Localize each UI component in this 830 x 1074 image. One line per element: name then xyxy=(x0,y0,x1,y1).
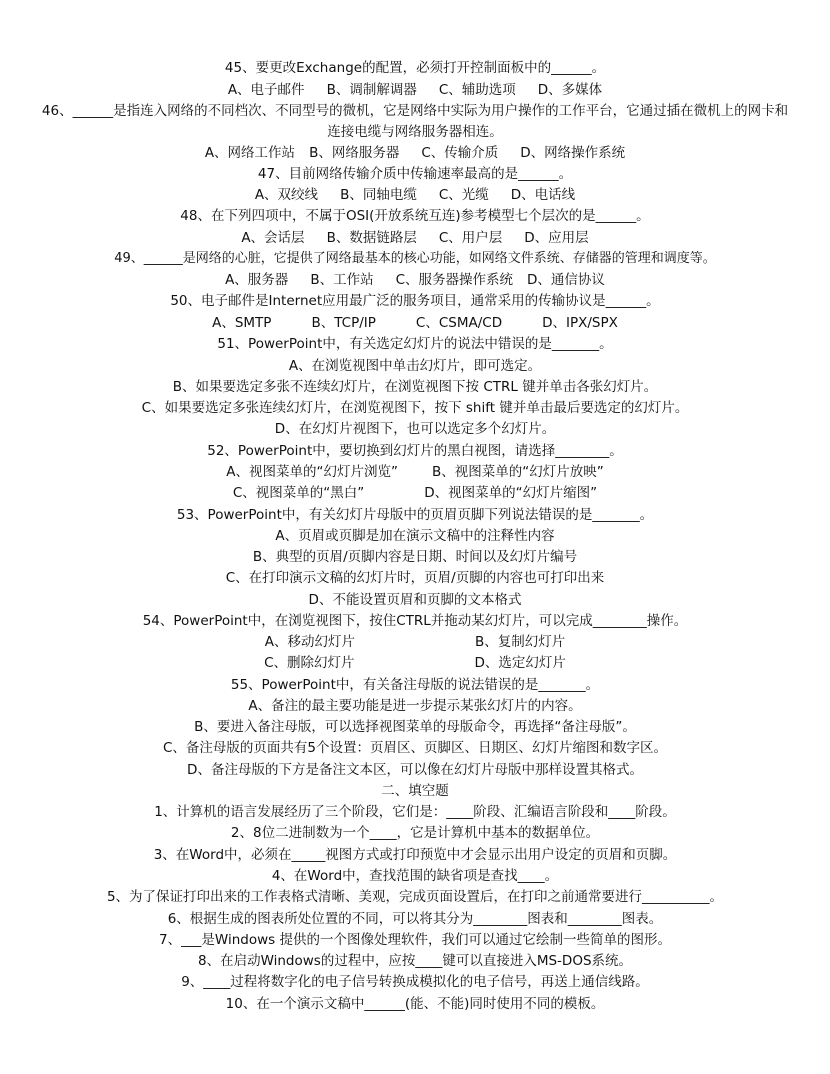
q47-option-c: C、光缆 xyxy=(438,187,489,203)
section-title: 二、填空题 xyxy=(381,783,449,799)
q51-option-b: B、如果要选定多张不连续幻灯片，在浏览视图下按 CTRL 键并单击各张幻灯片。 xyxy=(172,379,658,395)
q46-option-c: C、传输介质 xyxy=(421,145,499,161)
q49-option-b: B、工作站 xyxy=(310,272,374,288)
fill-item: 7、___是Windows 提供的一个图像处理软件，我们可以通过它绘制一些简单的图形。 xyxy=(159,932,671,948)
q55-option-b: B、要进入备注母版，可以选择视图菜单的母版命令，再选择“备注母版”。 xyxy=(194,719,636,735)
q50-option-b: B、TCP/IP xyxy=(311,315,376,331)
q46-options xyxy=(40,143,790,163)
q47-stem: 47、目前网络传输介质中传输速率最高的是______。 xyxy=(257,166,573,182)
fill-item: 10、在一个演示文稿中______(能、不能)同时使用不同的模板。 xyxy=(225,996,605,1012)
q54-option-d: D、选定幻灯片 xyxy=(474,655,566,671)
q50-option-d: D、IPX/SPX xyxy=(542,315,618,331)
q53-option-b: B、典型的页眉/页脚内容是日期、时间以及幻灯片编号 xyxy=(252,549,578,565)
q49-stem: 49、______是网络的心脏，它提供了网络最基本的核心功能，如网络文件系统、存储器的管理和调度等。 xyxy=(114,251,716,266)
q46-option-d: D、网络操作系统 xyxy=(520,145,626,161)
q52-option-d: D、视图菜单的“幻灯片缩图” xyxy=(424,485,598,501)
q55-option-d: D、备注母版的下方是备注文本区，可以像在幻灯片母版中那样设置其格式。 xyxy=(187,762,643,778)
q47-options xyxy=(40,185,790,205)
q46-option-a: A、网络工作站 xyxy=(204,145,296,161)
q51-option-d: D、在幻灯片视图下，也可以选定多个幻灯片。 xyxy=(274,421,556,437)
fill-item: 2、8位二进制数为一个____，它是计算机中基本的数据单位。 xyxy=(230,825,600,841)
fill-item: 5、为了保证打印出来的工作表格式清晰、美观，完成页面设置后，在打印之前通常要进行__________。 xyxy=(106,889,724,905)
q52-option-c: C、视图菜单的“黑白” xyxy=(232,485,365,501)
q45-option-a: A、电子邮件 xyxy=(227,82,305,98)
q48-option-c: C、用户层 xyxy=(438,230,503,246)
q46-stem: 46、______是指连入网络的不同档次、不同型号的微机，它是网络中实际为用户操作的工作平台，它通过插在微机上的网卡和连接电缆与网络服务器相连。 xyxy=(41,103,789,140)
q51-stem: 51、PowerPoint中，有关选定幻灯片的说法中错误的是_______。 xyxy=(217,336,613,352)
q52-options-row1 xyxy=(40,462,790,482)
q48-option-b: B、数据链路层 xyxy=(326,230,417,246)
q52-options-row2 xyxy=(40,483,790,503)
q54-stem: 54、PowerPoint中，在浏览视图下，按住CTRL并拖动某幻灯片，可以完成________操作。 xyxy=(142,613,688,629)
q53-option-d: D、不能设置页眉和页脚的文本格式 xyxy=(308,592,522,608)
q48-option-d: D、应用层 xyxy=(524,230,589,246)
q55-stem: 55、PowerPoint中，有关备注母版的说法错误的是_______。 xyxy=(230,677,600,693)
q49-option-c: C、服务器操作系统 xyxy=(395,272,514,288)
q54-options-row2 xyxy=(40,653,790,673)
q52-option-b: B、视图菜单的“幻灯片放映” xyxy=(431,464,604,480)
q45-options xyxy=(40,80,790,100)
fill-item: 1、计算机的语言发展经历了三个阶段，它们是：____阶段、汇编语言阶段和____阶段。 xyxy=(154,804,676,820)
q48-option-a: A、会话层 xyxy=(241,230,305,246)
fill-item: 3、在Word中，必须在_____视图方式或打印预览中才会显示出用户设定的页眉和页脚。 xyxy=(153,847,677,863)
q52-stem: 52、PowerPoint中，要切换到幻灯片的黑白视图，请选择________。 xyxy=(207,443,623,459)
q54-option-c: C、删除幻灯片 xyxy=(264,655,355,671)
q49-option-a: A、服务器 xyxy=(225,272,289,288)
q48-stem: 48、在下列四项中，不属于OSI(开放系统互连)参考模型七个层次的是______。 xyxy=(180,208,650,224)
fill-item: 4、在Word中，查找范围的缺省项是查找____。 xyxy=(271,868,559,884)
q51-option-a: A、在浏览视图中单击幻灯片，即可选定。 xyxy=(288,358,542,374)
q45-option-c: C、辅助选项 xyxy=(438,82,516,98)
q49-options xyxy=(40,270,790,290)
q53-option-a: A、页眉或页脚是加在演示文稿中的注释性内容 xyxy=(275,528,555,544)
q55-option-a: A、备注的最主要功能是进一步提示某张幻灯片的内容。 xyxy=(248,698,582,714)
q46-option-b: B、网络服务器 xyxy=(309,145,400,161)
q48-options xyxy=(40,228,790,248)
q51-option-c: C、如果要选定多张连续幻灯片，在浏览视图下，按下 shift 键并单击最后要选定的幻灯片。 xyxy=(141,400,689,416)
q54-option-b: B、复制幻灯片 xyxy=(474,634,566,650)
q55-option-c: C、备注母版的页面共有5个设置：页眉区、页脚区、日期区、幻灯片缩图和数字区。 xyxy=(162,740,667,756)
q47-option-a: A、双绞线 xyxy=(254,187,319,203)
q54-option-a: A、移动幻灯片 xyxy=(264,634,355,650)
q50-options xyxy=(40,313,790,333)
q50-stem: 50、电子邮件是Internet应用最广泛的服务项目，通常采用的传输协议是______。 xyxy=(170,293,660,309)
fill-item: 6、根据生成的图表所处位置的不同，可以将其分为________图表和________图表。 xyxy=(167,911,663,927)
q45-stem: 45、要更改Exchange的配置，必须打开控制面板中的______。 xyxy=(224,60,606,76)
q53-option-c: C、在打印演示文稿的幻灯片时，页眉/页脚的内容也可打印出来 xyxy=(225,570,605,586)
fill-item: 8、在启动Windows的过程中，应按____键可以直接进入MS-DOS系统。 xyxy=(197,953,633,969)
q50-option-a: A、SMTP xyxy=(212,315,272,331)
q50-option-c: C、CSMA/CD xyxy=(415,315,503,331)
q54-options-row1 xyxy=(40,632,790,652)
q47-option-d: D、电话线 xyxy=(510,187,576,203)
q52-option-a: A、视图菜单的“幻灯片浏览” xyxy=(226,464,398,480)
q49-option-d: D、通信协议 xyxy=(527,272,605,288)
fill-item: 9、____过程将数字化的电子信号转换成模拟化的电子信号，再送上通信线路。 xyxy=(181,974,649,990)
q45-option-d: D、多媒体 xyxy=(537,82,603,98)
q47-option-b: B、同轴电缆 xyxy=(340,187,417,203)
q45-option-b: B、调制解调器 xyxy=(326,82,417,98)
q53-stem: 53、PowerPoint中，有关幻灯片母版中的页眉页脚下列说法错误的是_______。 xyxy=(176,507,654,523)
